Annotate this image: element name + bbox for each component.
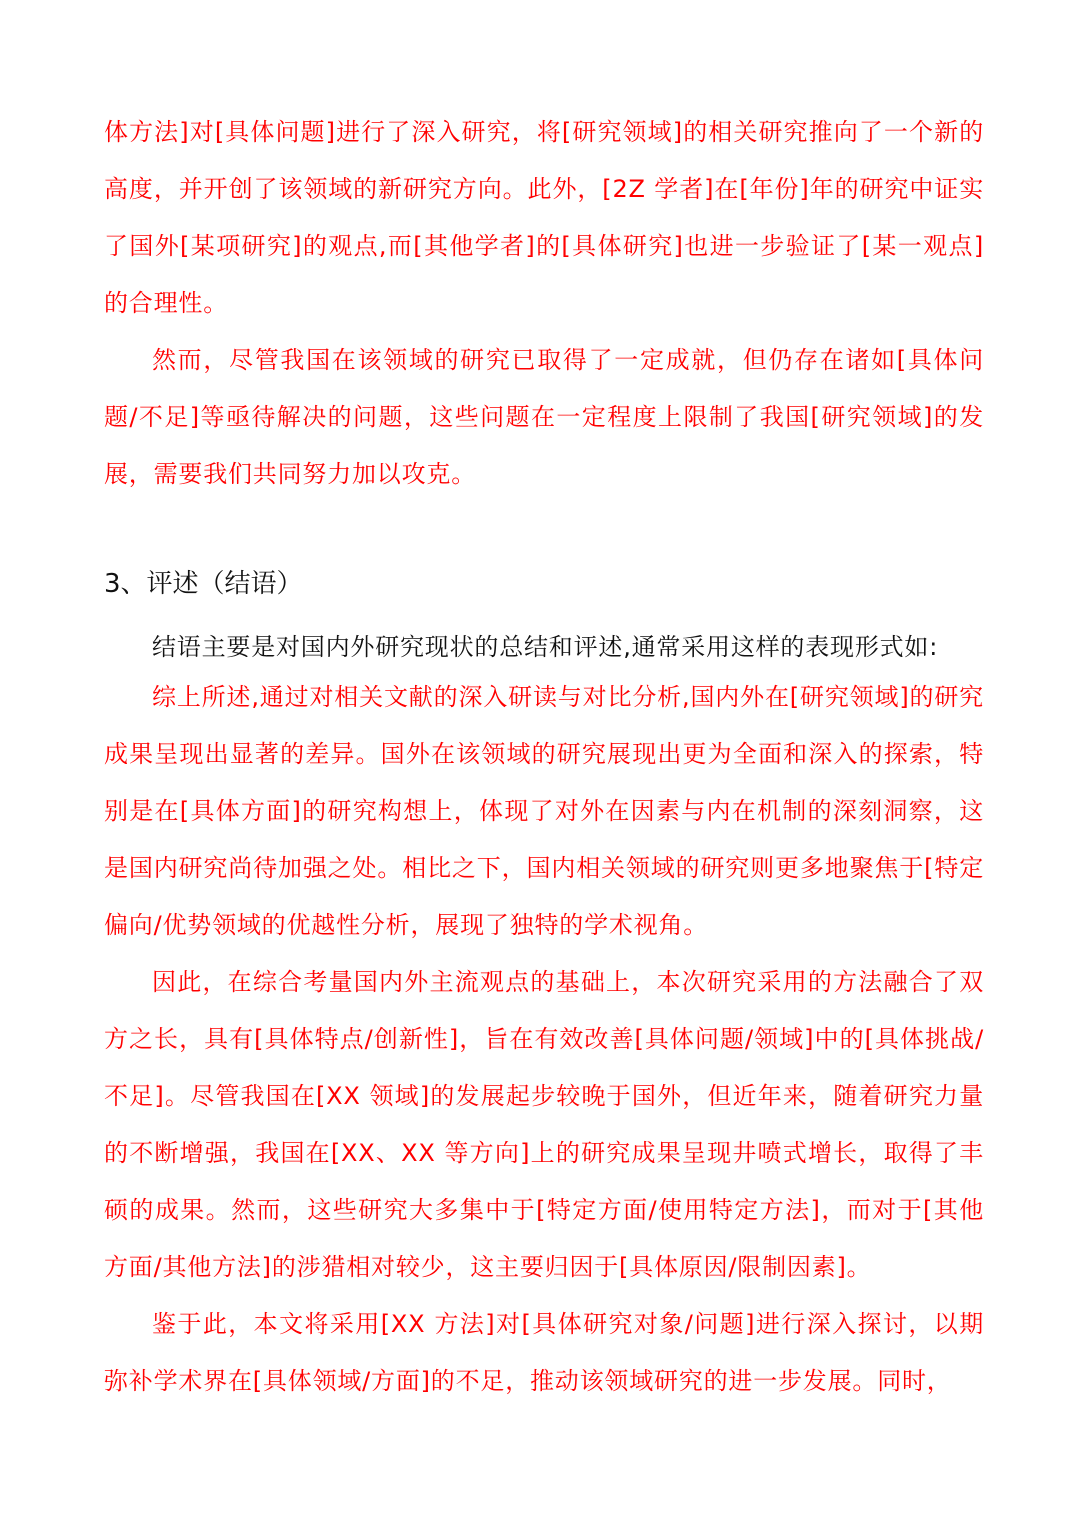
paragraph-domestic-shortcomings: 然而，尽管我国在该领域的研究已取得了一定成就，但仍存在诸如[具体问题/不足]等亟待解决的问题，这些问题在一定程度上限制了我国[研究领域]的发展，需要我们共同努力加以攻克。: [104, 346, 984, 488]
section-heading-review: 3、评述（结语）: [104, 569, 303, 599]
paragraph-conclusion-intro: 结语主要是对国内外研究现状的总结和评述,通常采用这样的表现形式如:: [152, 633, 939, 661]
paragraph-prior-research: 体方法]对[具体问题]进行了深入研究，将[研究领域]的相关研究推向了一个新的高度，并开创了该领域的新研究方向。此外，[2Z 学者]在[年份]年的研究中证实了国外[某项研究]的观点,而[其他学者]的[具体研究]也进一步验证了[某一观点]的合理性。: [104, 118, 984, 317]
paragraph-research-aim: 鉴于此，本文将采用[XX 方法]对[具体研究对象/问题]进行深入探讨，以期弥补学术界在[具体领域/方面]的不足，推动该领域研究的进一步发展。同时，: [104, 1310, 984, 1395]
paragraph-method-rationale: 因此，在综合考量国内外主流观点的基础上，本次研究采用的方法融合了双方之长，具有[具体特点/创新性]，旨在有效改善[具体问题/领域]中的[具体挑战/不足]。尽管我国在[XX 领域]的发展起步较晚于国外，但近年来，随着研究力量的不断增强，我国在[XX、XX 等方向]上的研究成果呈现井喷式增长，取得了丰硕的成果。然而，这些研究大多集中于[特定方面/使用特定方法]，而对于[其他方面/其他方法]的涉猎相对较少，这主要归因于[具体原因/限制因素]。: [104, 968, 984, 1281]
paragraph-summary: 综上所述,通过对相关文献的深入研读与对比分析,国内外在[研究领域]的研究成果呈现出显著的差异。国外在该领域的研究展现出更为全面和深入的探索，特别是在[具体方面]的研究构想上，体现了对外在因素与内在机制的深刻洞察，这是国内研究尚待加强之处。相比之下，国内相关领域的研究则更多地聚焦于[特定偏向/优势领域的优越性分析，展现了独特的学术视角。: [104, 683, 984, 939]
